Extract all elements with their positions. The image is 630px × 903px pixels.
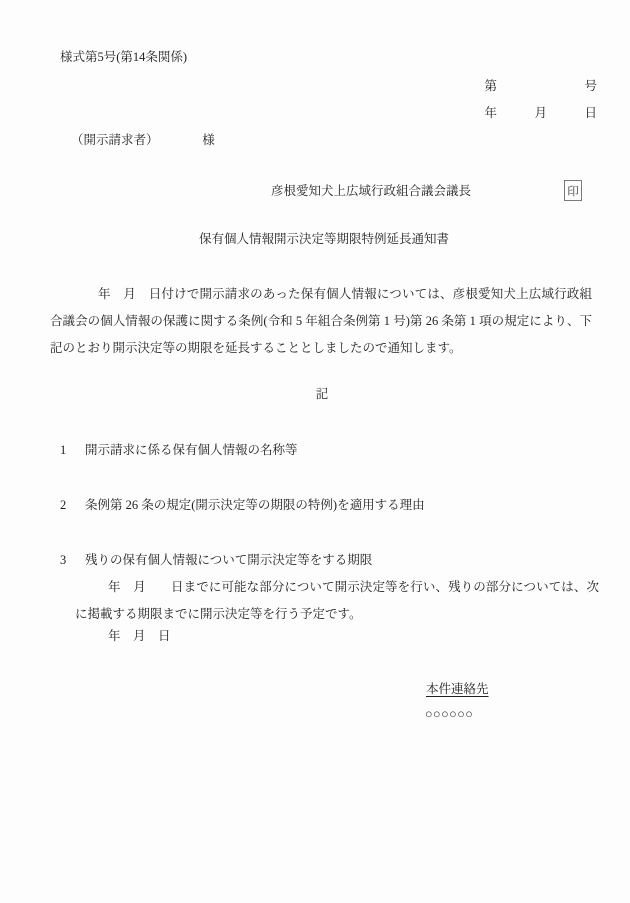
list-item-3 bbox=[60, 553, 372, 567]
addressee-line: （開示請求者） 様 bbox=[71, 133, 215, 147]
contact-heading: 本件連絡先 bbox=[426, 682, 489, 696]
item3-detail-paragraph: 年 月 日までに可能な部分について開示決定等を行い、残りの部分については、次に掲載する期限までに開示決定等を行う予定です。 bbox=[75, 580, 599, 621]
seal-mark: 印 bbox=[567, 185, 579, 198]
contact-placeholder-value: ○○○○○○ bbox=[425, 707, 474, 721]
list-item-2-number: 2 bbox=[60, 498, 67, 512]
document-number-blank-line: 第 号 bbox=[484, 79, 597, 93]
list-item-1-text: 開示請求に係る保有個人情報の名称等 bbox=[85, 443, 298, 457]
seal-stamp-box bbox=[564, 180, 582, 201]
item3-deadline-blank-date: 年 月 日 bbox=[108, 629, 171, 643]
list-item-3-text: 残りの保有個人情報について開示決定等をする期限 bbox=[85, 553, 373, 567]
list-item-3-number: 3 bbox=[60, 553, 67, 567]
document-title: 保有個人情報開示決定等期限特例延長通知書 bbox=[198, 232, 449, 246]
form-number-label: 様式第5号(第14条関係) bbox=[60, 50, 188, 64]
list-item-2-text: 条例第 26 条の規定(開示決定等の期限の特例)を適用する理由 bbox=[85, 498, 425, 512]
body-paragraph: 年 月 日付けで開示請求のあった保有個人情報については、彦根愛知犬上広域行政組合議会の個人情報の保護に関する条例(令和 5 年組合条例第 1 号)第 26 条第 1 項の規定により、下記のとおり開示決定等の期限を延長することとしましたので通知します。 bbox=[50, 287, 592, 355]
list-item-2 bbox=[60, 498, 425, 512]
issuer-name: 彦根愛知犬上広域行政組合議会議長 bbox=[271, 184, 472, 198]
list-item-1-number: 1 bbox=[60, 443, 67, 457]
issue-date-blank-line: 年 月 日 bbox=[484, 106, 597, 120]
list-item-1 bbox=[60, 443, 298, 457]
ki-marker: 記 bbox=[315, 387, 329, 401]
